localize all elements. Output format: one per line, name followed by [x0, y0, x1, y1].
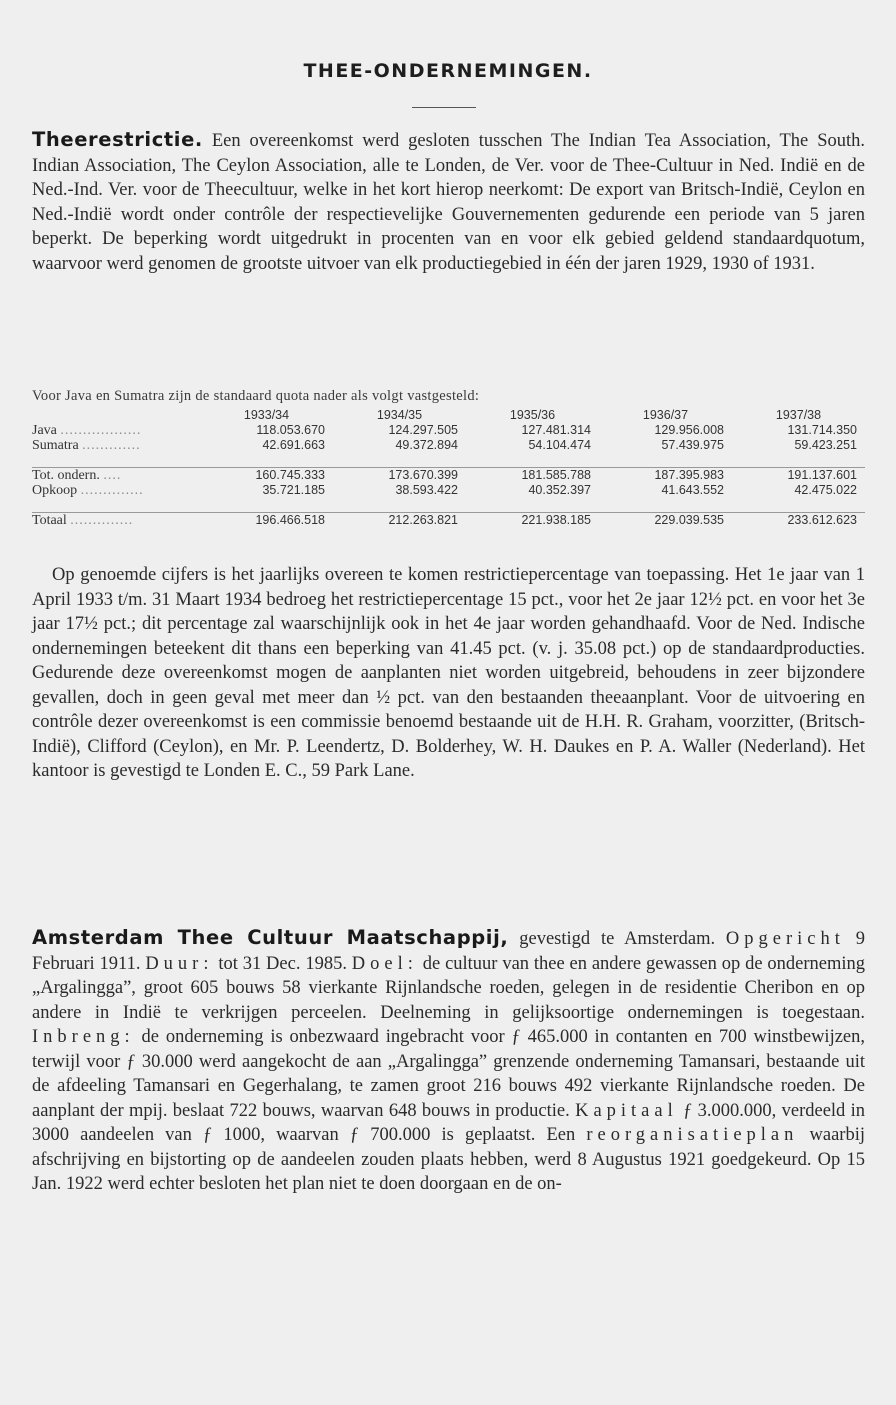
column-header: 1936/37	[642, 408, 689, 422]
paragraph-text: de cultuur van thee en andere gewassen op de onderneming „Argalingga”, groot 605 bouws 58 vierkante Rijnlandsche roeden, gelegen in de residentie Cheribon en op andere in Indië te verkrijgen perceelen. Deelneming in gelijksoortige ondernemingen is toegestaan.	[32, 953, 865, 1023]
paragraph-theerestrictie	[32, 128, 865, 276]
column-header: 1934/35	[376, 408, 423, 422]
table-cell: 196.466.518	[200, 513, 333, 529]
title-divider	[412, 107, 476, 108]
keyword-doel: Doel:	[351, 953, 418, 974]
leader-dots: ..............	[70, 513, 134, 528]
table-cell: 212.263.821	[333, 513, 466, 529]
table-header-row	[32, 408, 865, 423]
table-row	[32, 468, 865, 484]
table-cell: 35.721.185	[262, 483, 325, 497]
paragraph-text: de onderneming is onbezwaard ingebracht voor ƒ 465.000 in contanten en 700 winstbewijzen, terwijl voor ƒ 30.000 werd aangekocht de aan „Argalingga” grenzende onderneming Tamansari, bestaande uit de afdeeling Tamansari en Gegerhalang, te zamen groot 216 bouws 492 vierkante Rijnlandsche roeden. De aanplant der mpij. beslaat 722 bouws, waarvan 648 bouws in productie.	[32, 1027, 865, 1121]
table-cell: 57.439.975	[661, 438, 724, 452]
row-label: Opkoop	[32, 483, 78, 498]
paragraph-text: waarbij afschrijving en bijstorting op de aandeelen zouden plaats hebben, werd 8 Augustus 1921 goedgekeurd. Op 15 Jan. 1922 werd echter besloten het plan niet te doen doorgaan en de on-	[32, 1125, 865, 1194]
column-header: 1937/38	[775, 408, 822, 422]
table-cell: 42.691.663	[262, 438, 325, 452]
paragraph-text: tot 31 Dec. 1985.	[213, 953, 352, 974]
keyword-opgericht: Opgericht	[725, 929, 845, 949]
paragraph-text: 9 Februari 1911.	[32, 929, 865, 974]
table-cell: 181.585.788	[466, 468, 599, 484]
table-cell: 38.593.422	[395, 483, 458, 497]
table-intro: Voor Java en Sumatra zijn de standaard quota nader als volgt vastgesteld:	[32, 388, 480, 404]
row-label: Tot. ondern.	[32, 468, 100, 483]
table-cell: 187.395.983	[599, 468, 732, 484]
table-cell: 129.956.008	[654, 423, 724, 437]
row-label: Sumatra	[32, 438, 79, 453]
table-cell: 41.643.552	[661, 483, 724, 497]
quota-table	[32, 408, 865, 528]
table-cell: 118.053.670	[256, 423, 325, 437]
section-heading-amsterdam-thee: Amsterdam Thee Cultuur Maatschappij,	[32, 926, 509, 949]
table-cell: 229.039.535	[599, 513, 732, 529]
keyword-inbreng: Inbreng:	[32, 1027, 135, 1047]
paragraph-text: gevestigd te Amsterdam.	[508, 929, 726, 949]
table-spacer	[32, 453, 865, 468]
keyword-reorganisatieplan: reorganisatieplan	[586, 1125, 799, 1145]
column-header: 1935/36	[509, 408, 556, 422]
table-row	[32, 513, 865, 529]
paragraph-text: ƒ 3.000.000, verdeeld in 3000 aandeelen van ƒ 1000, waarvan ƒ 700.000 is geplaatst. Een	[32, 1100, 866, 1145]
row-label: Totaal	[32, 513, 67, 528]
table-row	[32, 483, 865, 498]
leader-dots: ..................	[60, 423, 142, 438]
table-cell: 191.137.601	[732, 468, 865, 484]
leader-dots: ..............	[80, 483, 144, 498]
table-cell: 173.670.399	[333, 468, 466, 484]
column-header: 1933/34	[243, 408, 290, 422]
row-label: Java	[32, 423, 57, 438]
table-cell: 42.475.022	[794, 483, 857, 497]
table-cell: 124.297.505	[388, 423, 458, 437]
table-row	[32, 438, 865, 453]
table-cell: 59.423.251	[794, 438, 857, 452]
leader-dots: ....	[103, 468, 122, 483]
page-title: THEE-ONDERNEMINGEN.	[303, 60, 593, 82]
table-cell: 127.481.314	[521, 423, 591, 437]
leader-dots: .............	[82, 438, 141, 453]
table-cell: 40.352.397	[528, 483, 591, 497]
table-cell: 49.372.894	[395, 438, 458, 452]
paragraph-text: Een overeenkomst werd gesloten tusschen The Indian Tea Association, The South. Indian Association, The Ceylon Association, alle te Londen, de Ver. voor de Thee-Cultuur in Ned. Indië en de Ned.-Ind. Ver. voor de Theecultuur, welke in het kort hierop neerkomt: De export van Britsch-Indië, Ceylon en Ned.-Indië wordt onder contrôle der respectievelijke Gouvernementen gedurende een periode van 5 jaren beperkt. De beperking wordt uitgedrukt in procenten van en voor elk gebied geldend standaardquotum, waarvoor werd genomen de grootste uitvoer van elk productiegebied in één der jaren 1929, 1930 of 1931.	[32, 131, 865, 274]
table-cell: 221.938.185	[466, 513, 599, 529]
header-label-cell	[32, 408, 200, 423]
keyword-duur: Duur:	[145, 953, 214, 974]
paragraph-restrictiepercentage: Op genoemde cijfers is het jaarlijks overeen te komen restrictiepercentage van toepassing. Het 1e jaar van 1 April 1933 t/m. 31 Maart 1934 bedroeg het restrictiepercentage 15 pct., voor het 2e jaar 12½ pct. en voor het 3e jaar 17½ pct.; dit percentage zal waarschijnlijk ook in het 4e jaar worden gehandhaafd. Voor de Ned. Indische ondernemingen beteekent dit thans een beperking van 41.45 pct. (v. j. 35.08 pct.) op de standaardproducties. Gedurende deze overeenkomst mogen de aanplanten niet worden uitgebreid, behoudens in zeer bijzondere gevallen, doch in geen geval met meer dan ½ pct. van den bestaanden theeaanplant. Voor de uitvoering en contrôle dezer overeenkomst is een commissie benoemd bestaande uit de H.H. R. Graham, voorzitter, (Britsch-Indië), Clifford (Ceylon), en Mr. P. Leendertz, D. Bolderhey, W. H. Daukes en P. A. Waller (Nederland). Het kantoor is gevestigd te Londen E. C., 59 Park Lane.	[32, 565, 865, 781]
table-row	[32, 423, 865, 438]
table-cell: 131.714.350	[787, 423, 857, 437]
keyword-kapitaal: Kapitaal	[575, 1100, 678, 1121]
table-spacer	[32, 498, 865, 513]
section-heading-theerestrictie: Theerestrictie.	[32, 128, 203, 151]
paragraph-amsterdam-thee	[32, 926, 865, 1197]
table-cell: 233.612.623	[732, 513, 865, 529]
table-cell: 54.104.474	[528, 438, 591, 452]
table-cell: 160.745.333	[200, 468, 333, 484]
